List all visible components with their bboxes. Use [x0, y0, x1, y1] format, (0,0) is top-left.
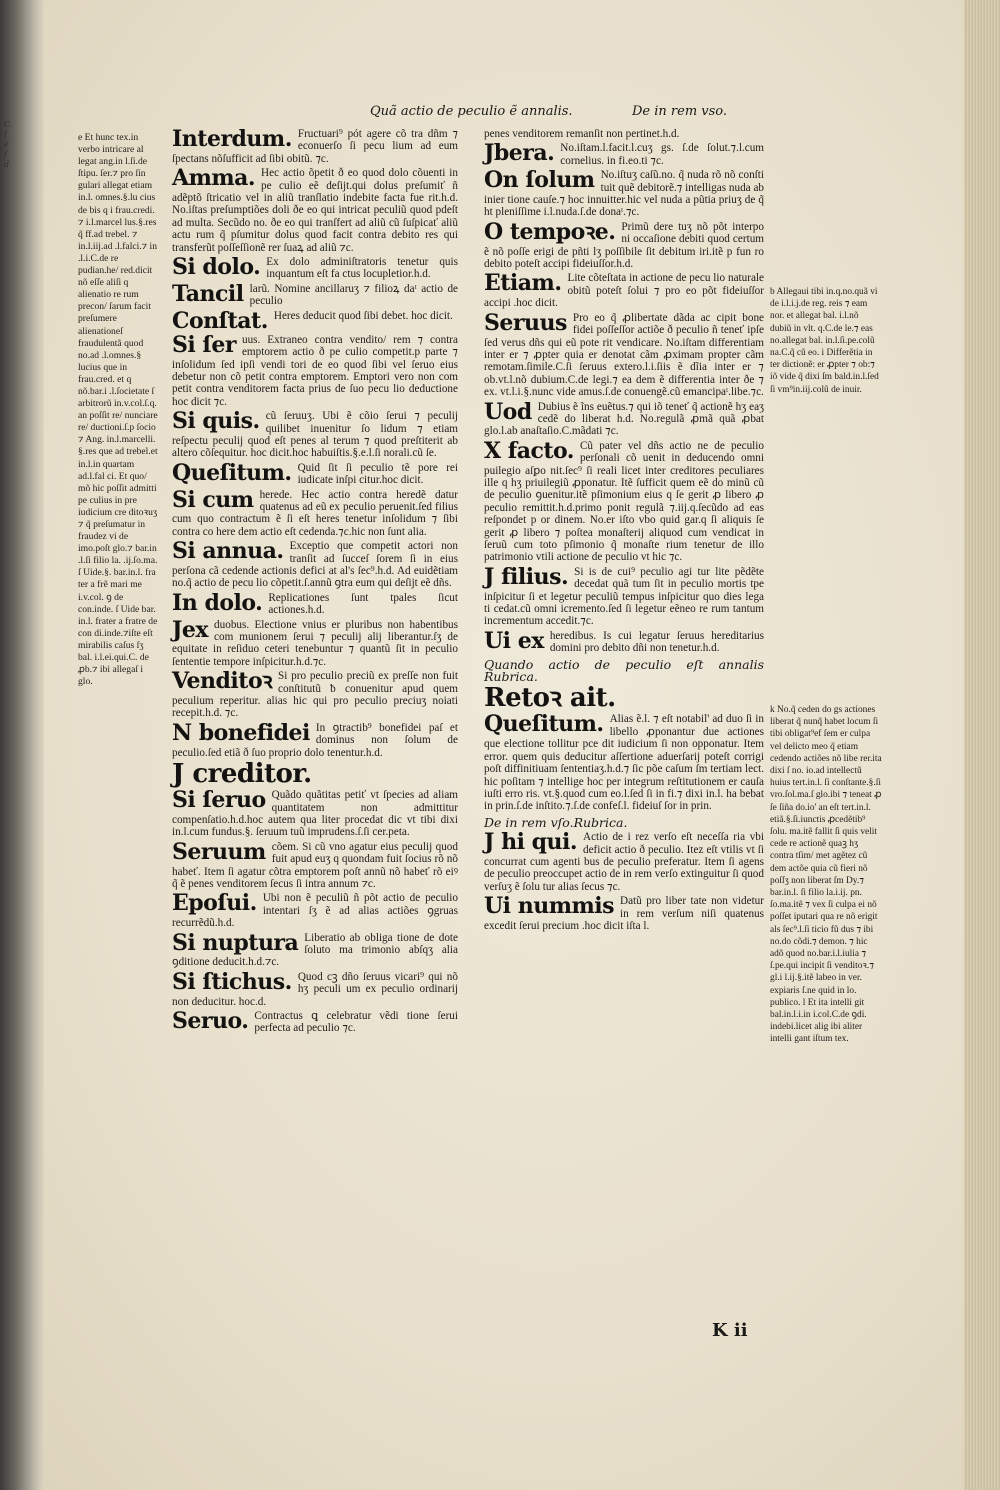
- lemma-heading: Si ſer: [172, 331, 236, 358]
- text-paragraph: [484, 169, 764, 219]
- lemma-heading: Si cum: [172, 486, 254, 513]
- text-paragraph: [484, 814, 764, 830]
- text-paragraph: [484, 683, 764, 714]
- text-paragraph: [484, 309, 764, 399]
- lemma-heading: N bonefidei: [172, 719, 310, 746]
- paragraph-text: Exceptio que competit actori non tranſit ad ſucceſ ſorem ſi in eius perſona cã cedende actionis defici at al's ſec⁹.h.d. Ad euidẽtiam no.q̃ actio de pecu lio cõpetit.ſ.annũ ꝯtra eum qui deſijt eẽ dñs.: [172, 540, 458, 590]
- paragraph-text: Datũ pro liber tate non videtur in rem verſum niſi quatenus excedit ſerui precium .hoc dicit iſta l.: [484, 895, 764, 932]
- paragraph-text: Actio de i rez verſo eſt neceſſa ria vbi deficit actio ð peculio. Itez eſt vtilis vt ſi concurrat cum agenti bus de peculio preferatur. Item ſi agens de peculio preoccupet actio de in rem verſo extinguitur ſi quod verſuʒ ẽ ſolu tur alias ſecus ⁊c.: [484, 831, 764, 893]
- paragraph-text: Quando actio de peculio eſt annalis Rubrica.: [484, 656, 764, 685]
- paragraph-text: Quod cꝫ dño ſeruus vicari⁹ qui nõ hʒ peculi um ex peculio ordinarij non deducitur. hoc.d.: [172, 970, 458, 1008]
- lemma-heading: Jbera.: [484, 140, 555, 167]
- lemma-heading: Jex: [172, 616, 209, 643]
- left-text-column: [172, 128, 458, 1037]
- paragraph-text: Replicationes ſunt tpales ſicut actiones.h.d.: [268, 591, 458, 617]
- text-paragraph: [172, 280, 458, 308]
- lemma-heading: In dolo.: [172, 589, 263, 616]
- text-paragraph: [484, 831, 764, 893]
- text-paragraph: [172, 759, 458, 790]
- lemma-heading: X facto.: [484, 437, 574, 464]
- text-paragraph: [172, 256, 458, 281]
- lemma-heading: Epoſui.: [172, 890, 257, 917]
- paragraph-text: Primũ dere tuʒ nõ põt interpo ni occaſione debiti quod certum ẽ nõ poſſe erigi de pñti lʒ poſſibile ſit debitum iri.itẽ p fun ro debito poteſt accipi fideiuſſor.h.d.: [484, 220, 764, 271]
- paragraph-text: Si pro peculio preciũ ex preſſe non fuit conſtitutũ ƀ conuenitur apud quem peculium reperitur. alias hic qui pro peculio preciuʒ noiati recepit.h.d. ⁊c.: [172, 670, 458, 720]
- paragraph-text: Dubius ẽ ĩns euẽtus.⁊ qui iõ teneť q̃ actionẽ hʒ eaʒ cedẽ do liberat h.d. No.regulã ꝓmã quã ꝓbat glo.l.ab anaſtaſio.C.mãdati ⁊c.: [484, 400, 764, 438]
- fore-edge: [964, 0, 1000, 1490]
- lemma-heading: Queſitum.: [484, 711, 604, 738]
- lemma-heading: Conſtat.: [172, 307, 268, 334]
- text-paragraph: [484, 437, 764, 564]
- signature-mark: K ii: [712, 1320, 748, 1341]
- left-margin-gloss: e Et hunc tex.in verbo intricare al legat ang.in l.ſi.de ſtipu. ſer.⁊ pro ſin gulari allegat etiam in.l. omnes.§.lu cius de bis q i frau.credi. ⁊ i.l.marcel lus.§.res q̃ ff.ad trebel. ⁊ in.l.iij.ad .l.falci.⁊ in .l.i.C.de re pudian.he/ red.dicit nõ eſſe aliſi q alienatio re rum precon/ ſarum facit preſumere alienationeſ fraudulentã quod no.ad .l.omnes.§ lucius que in frau.cred. et q nõ.bar.i .l.ſocietate ſ arbitrorũ in.v.col.ſ.q. an poſſit re/ nunciare re/ ductioni.ſ.p ſocio ⁊ Ang. in.l.marcelli. §.res que ad trebel.et in.l.in quartam ad.l.fal ci. Et quo/ mõ hic poſſit admitti pe culius in pre iudicium cre ditoꝛuʒ ⁊ q̃ preſumatur in fraudez vi de imo.poſt glo.⁊ bar.in .l.ſi filio la. .ij.ſo.ma. ſ Uide.§. bar.in.l. fra ter a frẽ mari me i.v.col. ꝯ de con.inde. ſ Uide bar. in.l. frater a fratre de con di.inde.⁊iſte eſt mirabilis caſus ſʒ bal. i.l.ei.qui.C. de ꝓb.⁊ ibi allegaſ i glo.: [78, 132, 158, 688]
- text-paragraph: [172, 968, 458, 1008]
- text-paragraph: [484, 272, 764, 309]
- lemma-heading: Etiam.: [484, 270, 562, 297]
- right-margin-gloss-b: b Allegaui tibi in.q.no.quã vi de i.l.i.j.de reg. reis ⁊ eam nor. et allegat bal. i.l.nõ dubiũ in vlt. q.C.de le.⁊ eas no.allegat bal. in.l.ſi.pe.colũ na.C.q̃ cũ eo. i Differẽtia in ter dictionẽ: er ꝓpter ⁊ ob:⁊ iõ vide q̃ dixi ſm bald.in.l.ſed ſi vm⁹in.iij.colũ de inuir.: [770, 287, 879, 395]
- lemma-heading: Seruo.: [172, 1008, 249, 1034]
- paragraph-text: heredibus. Is cui legatur ſeruus hereditarius domini pro debito dñi non tenetur.h.d.: [549, 629, 764, 655]
- paragraph-text: penes venditorem remanſit non pertinet.h.d.: [484, 128, 680, 140]
- lemma-heading: J creditor.: [172, 759, 312, 790]
- lemma-heading: On ſolum: [484, 167, 595, 194]
- lemma-heading: Ui nummis: [484, 893, 614, 920]
- lemma-heading: Amma.: [172, 165, 256, 192]
- lemma-heading: Ui ex: [484, 627, 544, 654]
- facing-page-edge: [0, 0, 44, 1490]
- paragraph-text: Fructuari⁹ pót agere cõ tra dñm ⁊ econuerſo ſi pecu lium ad eum ſpectans nõſufficit ad ſibi obitũ. ⁊c.: [172, 128, 458, 165]
- right-margin-gloss-k: k No.q̃ ceden do gs actiones liberat q̃ nunq̃ habet locum ſi tibi obligat⁹ef ſem er culpa vel delicto meo q̃ etiam cedendo actiões nõ libe rer.ita dixi ſ no. io.ad intellectũ huius tert.in.l. ſi conſtante.§.ſi vro.ſol.ma.ſ glo.ibi ⁊ teneat ꝓ ſe ſiña do.io' an eſt tert.in.l. etiã.§.ſi.iunctis ꝓcedẽtib⁹ ſolu. ma.itẽ fallit ſi quis velit cede re actionẽ quaꝫ hʒ contra tſim/ met agẽtez cũ dem actõe quia cũ fieri nõ poſſʒ non liberat ſm Dy.⁊ bar.in.l. ſi filio la.i.ij. pn. ſo.ma.itẽ ⁊ vex ſi culpa ei nõ poſſet iputari qua re nõ erigit als ſec⁹.l.ſi ticio fũ dus ⁊ ibi no.do cõdi.⁊ demon. ⁊ hic adõ quod no.bar.i.l.iulia ⁊ ſ.pe.qui incipit ſi venditoꝛ.⁊ gl.i l.ij.§.itẽ labeo in ver. expiaris ſ.ne quid in lo. publico. l Et ita intelli git bal.in.l.i.in i.col.C.de ꝯdi. indebi.licet alig ibi aliter intelli gant iſtum tex.: [770, 705, 882, 1045]
- paragraph-text: Hec actio õpetit ð eo quod dolo cõuenti in pe culio eẽ deſijt.qui dolus preſumiť ñ adẽptõ ſtricatio vel in aliũ tranſlatio indebite facta fue rit.h.d. No.iſtas preſumptiões doli ðe eo qui intricat peculiũ quod pdeſt ad multa. Secũdo no. ðe eo qui tranſfert ad aliũ cũ ſuſpicať aliũ actu rum q̃ pſumitur dolus quod facit contra debito res qui transferũt poſſeſſionẽ rer ſuaꝝ ad aliũ ⁊c.: [172, 167, 458, 254]
- text-paragraph: [172, 892, 458, 929]
- text-paragraph: [484, 398, 764, 438]
- paragraph-text: Si is de cui⁹ peculio agi tur lite pẽdẽte decedat quã tum ſit in peculio mortis tpe inſpicitur ſi et legetur peculiũ tempus inſpicitur quo dies lega ti cedat.cũ omni icremento.ſed ſi legetur eẽneo re rum tantum incrementum accedit.⁊c.: [484, 565, 764, 628]
- text-paragraph: [484, 627, 764, 655]
- text-paragraph: [172, 616, 458, 669]
- paragraph-text: cõem. Si cũ vno agatur eius peculij quod fuit apud euʒ q quondam fuit ſocius rõ nõ habeť. Item ſi agatur cõtra emptorem poſt annũ nõ habeť rõ eiꝰ q̃ ẽ penes venditorem ſecus ſi intra annum ⁊c.: [172, 840, 458, 890]
- text-paragraph: [172, 410, 458, 460]
- right-text-column: [484, 128, 764, 934]
- text-paragraph: [172, 1010, 458, 1035]
- lemma-heading: Seruum: [172, 838, 266, 865]
- paragraph-text: Ubi non ẽ peculiũ ñ põt actio de peculio intentari ſʒ ẽ ad alias actiões ꝯgruas recurrẽdũ.h.d.: [172, 892, 458, 930]
- text-paragraph: [484, 142, 764, 167]
- paragraph-text: Liberatio ab obliga tione de dote ſoluto ma trimonio abſqʒ alia ꝯditione deducit.h.d.⁊c.: [172, 931, 458, 969]
- facing-page-text: C. ſ ẽ ſ d: [4, 120, 13, 169]
- running-head-right: De in rem vso.: [632, 104, 728, 119]
- text-paragraph: [172, 307, 458, 334]
- paragraph-text: uus. Extraneo contra vendito/ rem ⁊ contra emptorem actio ð pe culio competit.p parte ⁊ inſolidum ſed ipſi vendi tori de eo quod ſibi vel ſeruo eius debetur non cõ petit contra emptorem. Emptori vero non com petit contra venditorem facta prius de ſuo pecu lio deductione hoc dicit ⁊c.: [172, 333, 458, 408]
- paragraph-text: No.iſtuʒ caſũ.no. q̃ nuda rõ nõ conſti tuit quẽ debitorẽ.⁊ intelligas nuda ab inier tione cauſe.⁊ hoc innuitter.hic vel nuda a pũtia priuʒ de q̃ ht pleniſſime i.l.nuda.ſ.de donaᵗ.⁊c.: [484, 169, 764, 219]
- lemma-heading: Si ſtichus.: [172, 968, 292, 995]
- paragraph-text: Quãdo quãtitas petiť vt ſpecies ad aliam quantitatem non admittitur compenſatio.h.d.hoc autem qua liter procedat dic vt tibi dixi in.l.cum fundus.§. ſeruum tuũ imprudens.ſ.ſi cer.peta.: [172, 789, 458, 839]
- lemma-heading: Si nuptura: [172, 929, 299, 956]
- paragraph-text: De in rem vſo.Rubrica.: [484, 814, 628, 830]
- paragraph-text: Ex dolo adminiſtratoris tenetur quis inquantum eſt fa ctus locupletior.h.d.: [266, 256, 458, 281]
- running-head-left: Quã actio de peculio ẽ annalis.: [370, 104, 573, 119]
- paragraph-text: Lite cõteſtata in actione de pecu lio naturale obitũ poteſt ſolui ⁊ pro eo põt fideiuſſor accipi .hoc dicit.: [484, 272, 764, 310]
- text-paragraph: [172, 929, 458, 969]
- paragraph-text: duobus. Electione vnius er pluribus non habentibus com munionem ſerui ⁊ peculij alij liberantur.ſʒ de equitate in reſiduo ceteri tenebuntur ⁊ quantũ ſit in peculio ſententie tempore inſpicitur.h.d.⁊c.: [172, 618, 458, 668]
- text-paragraph: [484, 713, 764, 812]
- paragraph-text: Alias ẽ.l. ⁊ eſt notabil' ad duo ſi in libello ꝓponantur due actiones que electione tollitur pce dit iudicium ſi non opponatur. Item error. quem quis deducitur aſſertione aduerſarij poteſt corrigi poſt diffinitiuam ſententiaʒ.h.d.⁊ ſic põe caſum ſm tertiam lect. hic poſitam ⁊ intellige hoc per integrum reſtitutionem er cauſa iuſti erro ris. vt.§.quod cum eo.l.ſed ſi in fi.⁊ dixi in.l. ha bebat in prin.ſ.de inſtito.⁊.ſ.de confeſ.l. fideiuſ ſor in prin.: [484, 713, 764, 813]
- paragraph-text: larũ. Nomine ancillaruʒ ⁊ filioꝝ daᵗ actio de peculio: [249, 282, 458, 308]
- text-paragraph: [172, 789, 458, 839]
- paragraph-text: herede. Hec actio contra heredẽ datur quatenus ad eũ ex peculio peruenit.ſed filius cum quo contractum ẽ ſi eſt heres tenetur inſolidum ⁊ ſibi contra co here dem actio eſt cedenda.⁊c.hic non ſunt alia.: [172, 488, 458, 538]
- text-paragraph: [172, 331, 458, 408]
- text-paragraph: [484, 656, 764, 685]
- paragraph-text: Cũ pater vel dñs actio ne de peculio perſonali cõ uenit in deducendo omni puilegio aſꝑo nit.ſec⁹ ſi reali licet inter creditores peculiares ille q hʒ priuilegiũ ꝓponatur. Itẽ ſufficit quem eẽ do minũ cũ de peculio ꝯuenitur.itẽ pſimonium eius q ſe gerit ꝓ libero ꝓ peculio remittit.h.d.primo ponit regulã ⁊.iij.q.ſecũdo ad eas reſpondet p or dinem. No.er iſto vbo quid gar.q ſi aliquis ſe gerit ꝓ libero ⁊ poſtea monaſterij aliquod cum vendicat in ſeruũ cum toto pſimonio q̃ monaſte rium tenetur de illo patrimonio vtili actione de peculio vt hic ⁊c.: [484, 439, 764, 564]
- lemma-heading: Si annua.: [172, 538, 284, 565]
- paragraph-text: Quid ſit ſi peculio tẽ pore rei iudicate inſpi citur.hoc dicit.: [297, 461, 458, 487]
- paragraph-text: No.iſtam.l.facit.l.cuʒ gs. ſ.de ſolut.⁊.l.cum cornelius. in fi.eo.ti ⁊c.: [560, 142, 764, 167]
- lemma-heading: Si dolo.: [172, 254, 261, 281]
- text-paragraph: [172, 540, 458, 590]
- text-paragraph: [172, 589, 458, 617]
- lemma-heading: Si ſeruo: [172, 787, 266, 814]
- paragraph-text: cũ ſeruuʒ. Ubi ẽ cõio ſerui ⁊ peculij quilibet inuenitur ſo lidum ⁊ etiam reſpectu peculij quod eſt penes al terum ⁊ quod preſtiterit ab altero cõſequitur. hoc dicit.hoc habuiſtis.§.e.l.ſi norali.cũ ſe.: [172, 410, 458, 460]
- text-paragraph: [484, 218, 764, 271]
- text-paragraph: [172, 128, 458, 165]
- text-paragraph: [172, 459, 458, 487]
- lemma-heading: Queſitum.: [172, 459, 292, 486]
- lemma-heading: Uod: [484, 398, 532, 425]
- text-paragraph: [172, 486, 458, 539]
- text-paragraph: [484, 563, 764, 628]
- text-paragraph: [172, 719, 458, 759]
- paragraph-text: Contractus ꝗ celebratur vẽdi tione ſerui perfecta ad peculio ⁊c.: [254, 1010, 458, 1035]
- lemma-heading: Seruus: [484, 309, 567, 336]
- lemma-heading: O tempoꝛe.: [484, 218, 616, 245]
- lemma-heading: Venditoꝛ: [172, 668, 273, 695]
- lemma-heading: J hi qui.: [484, 829, 577, 856]
- text-paragraph: [484, 895, 764, 932]
- text-paragraph: [484, 128, 764, 140]
- lemma-heading: Interdum.: [172, 126, 292, 152]
- text-paragraph: [172, 838, 458, 891]
- text-paragraph: [172, 167, 458, 254]
- lemma-heading: Retoꝛ ait.: [484, 683, 616, 714]
- lemma-heading: Si quis.: [172, 408, 260, 435]
- paragraph-text: Heres deducit quod ſibi debet. hoc dicit.: [273, 309, 453, 322]
- paragraph-text: In ꝯtractib⁹ bonefidei paſ et dominus non ſolum de peculio.ſed etiã ð ſuo proprio dolo tenentur.h.d.: [172, 721, 458, 759]
- lemma-heading: Tancil: [172, 280, 244, 307]
- lemma-heading: J filius.: [484, 563, 569, 590]
- paragraph-text: Pro eo q̃ ꝓlibertate dãda ac cipit bone fidei poſſeſſor actiõe ð peculio ñ teneť ipſe ſed verus dñs qui eũ pote rit vendicare. No.iſtam differentiam inter er ⁊ ꝓpter quia er denotat cãm ꝓximam propter cãm remotam.ſimile.C.ſi ſeruus extero.l.i.ſiis ẽ dĩia inter er ⁊ ob.vt.l.nõ dubium.C.de legi.⁊ ea dem ẽ differentia inter ðe ⁊ ex. vt.l.i.§.nunc vide amus.ſ.de conuengẽ.cũ emancipaᵗ.libe.⁊c.: [484, 311, 764, 399]
- text-paragraph: [172, 670, 458, 720]
